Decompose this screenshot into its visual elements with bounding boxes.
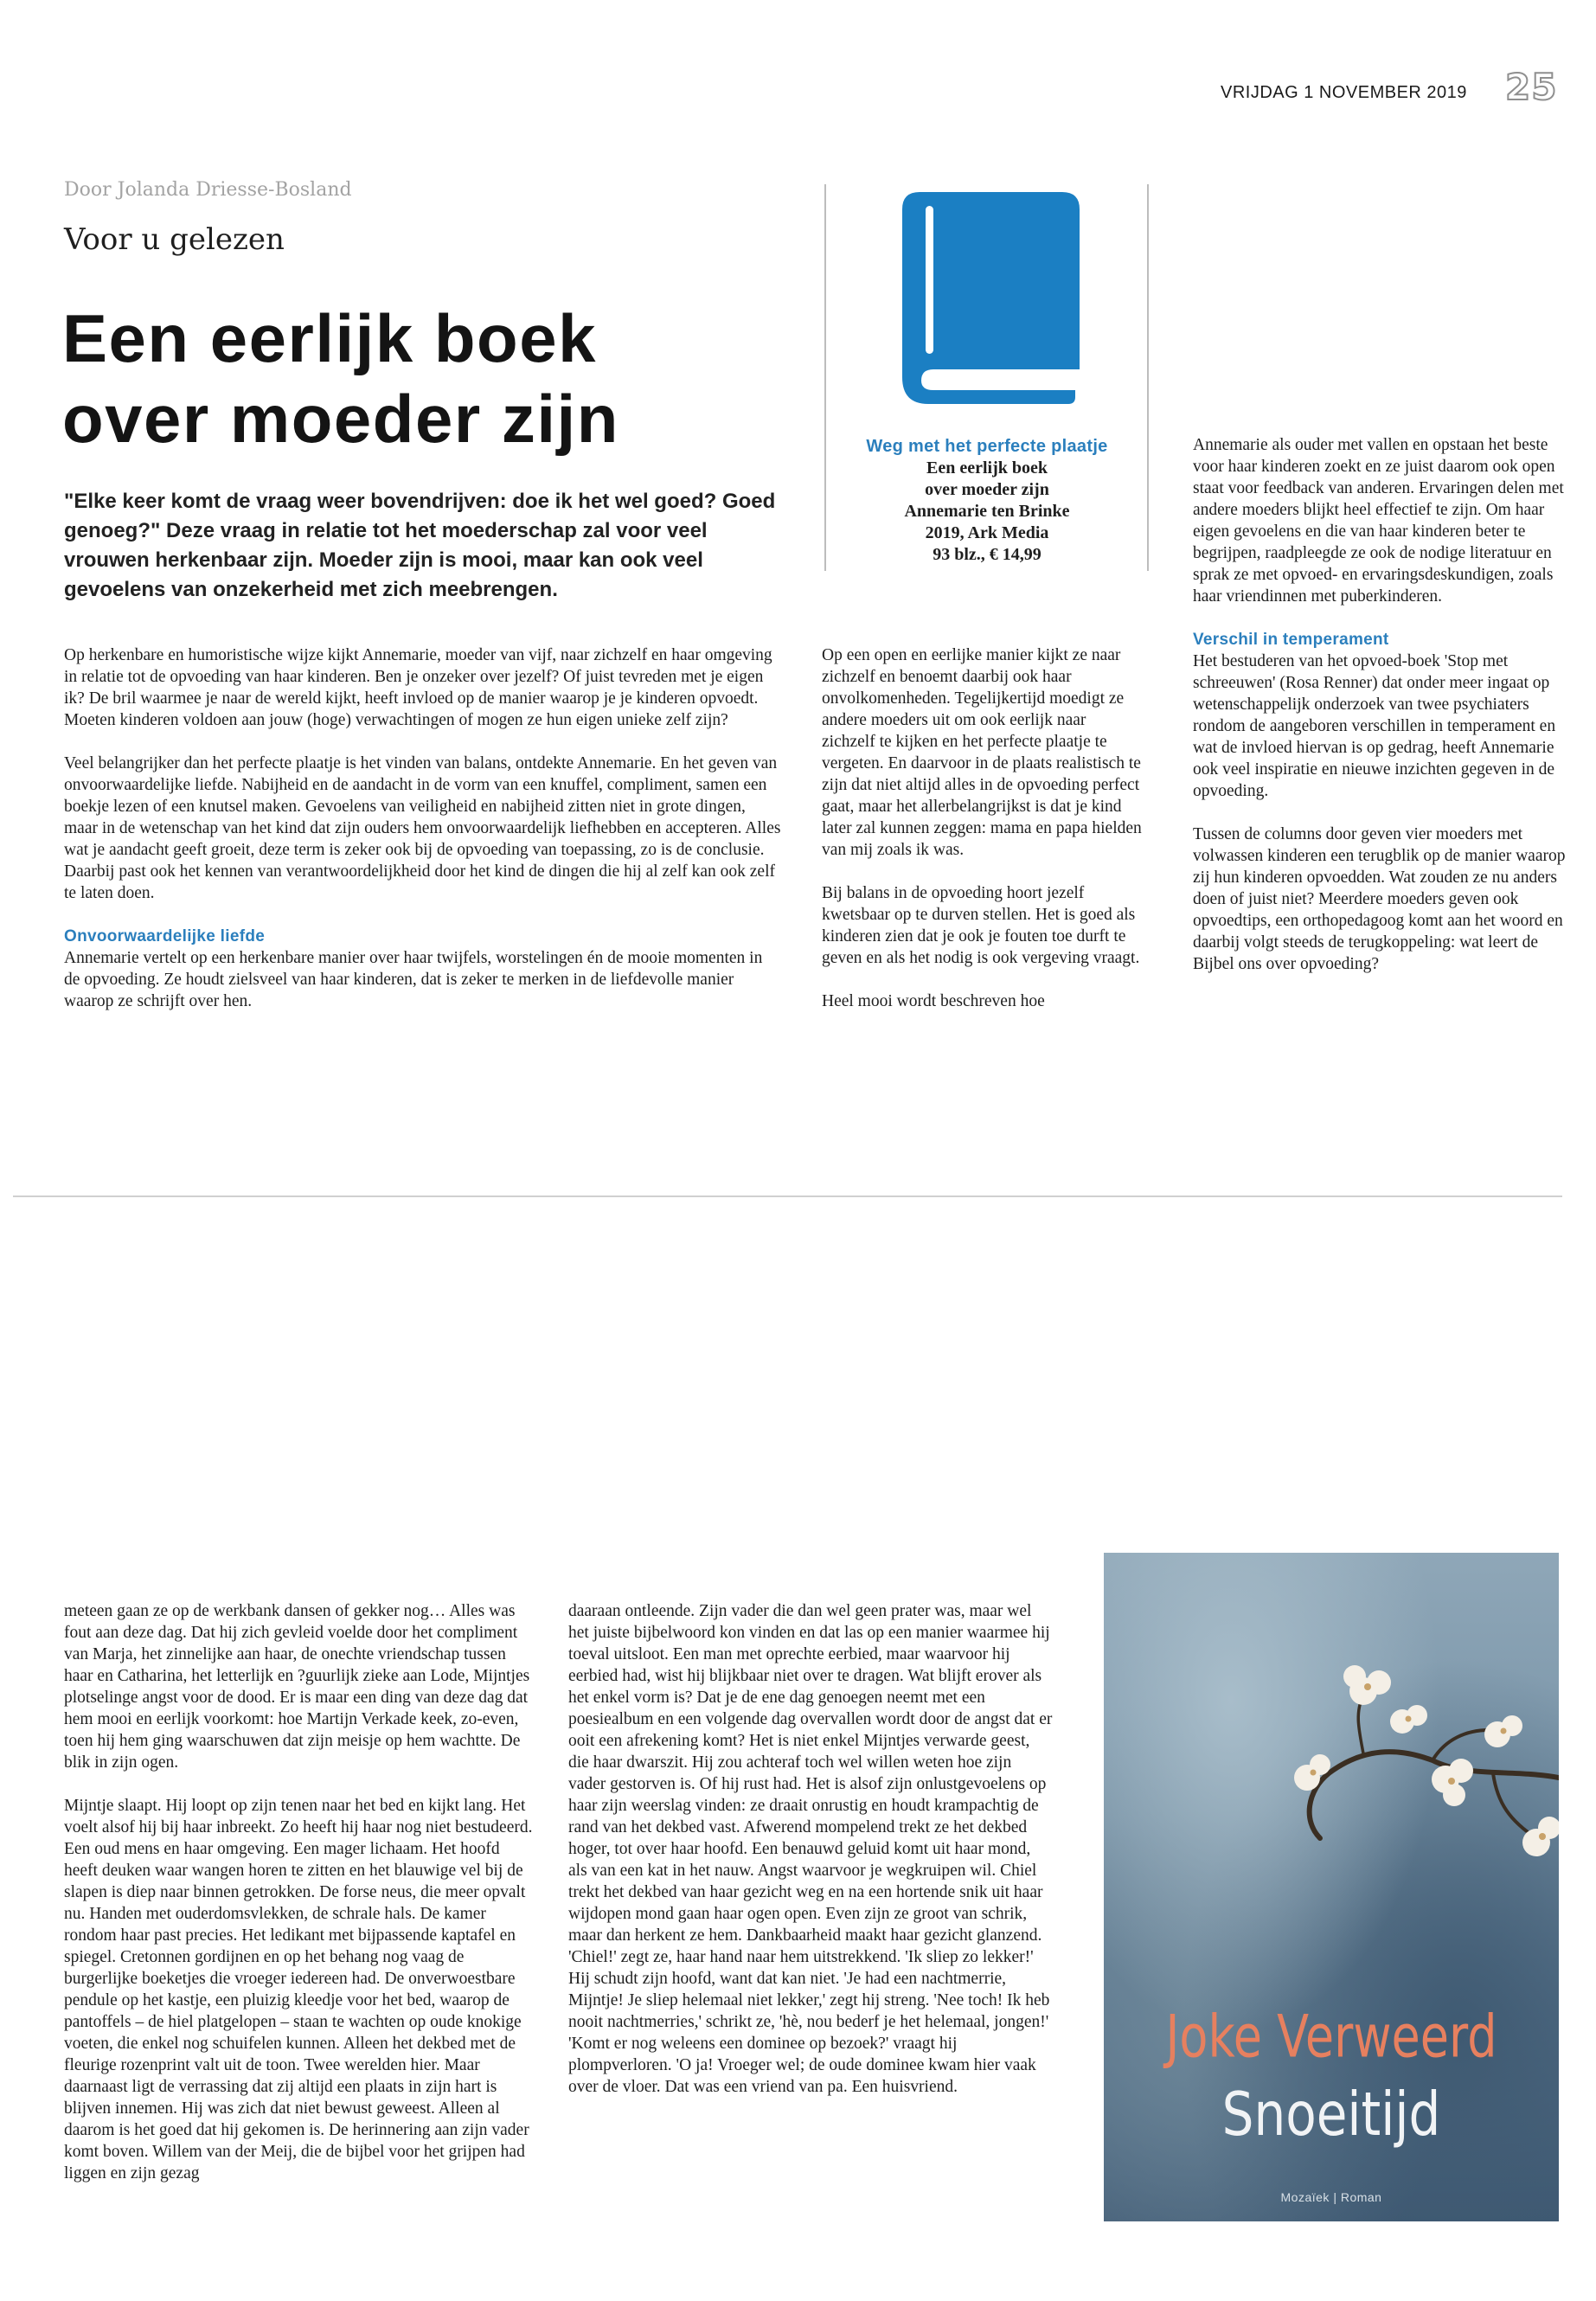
book-info [829,436,1145,566]
section-block [1193,629,1569,802]
book-year-publisher: 2019, Ark Media [925,523,1049,542]
cover-author: Joke Verweerd [1165,2003,1497,2071]
intro-paragraph: "Elke keer komt de vraag weer bovendrijven: doe ik het wel goed? Goed genoeg?" Deze vraag in relatie tot het moederschap zal voor veel vrouwen herkenbaar zijn. Moeder zijn is mooi, maar kan ook veel gevoelens van onzekerheid met zich meebrengen. [64,490,776,601]
paragraph: Mijntje slaapt. Hij loopt op zijn tenen naar het bed en kijkt lang. Het voelt alsof hij bij haar inbreekt. Zo heeft hij haar nog niet bestudeerd. Een oud mens en haar omgeving. Een mager lichaam. Het hoofd heeft deuken waar wangen horen te zitten en het blauwige vel bij de slapen is diep naar binnen getrokken. De forse neus, die meer opvalt nu. Handen met ouderdomsvlekken, de schrale hals. De kamer rondom haar past precies. Het ledikant met bijpassende kaptafel en spiegel. Cretonnen gordijnen en op het behang nog vaag de burgerlijke boeketjes die vroeger iedereen had. De onverwoestbare pendule op het kastje, een pluizig kleedje voor het bed, waarop de pantoffels – de hiel platgelopen – staan te wachten op oude knokige voeten, die enkel nog schuifelen kunnen. Alleen het dekbed met de fleurige rozenprint valt uit de toon. Twee werelden hier. Maar daarnaast ligt de verrassing dat zij altijd een plaats in zijn hart is blijven innemen. Hij was zich dat niet bewust geweest. Alleen al daarom is het goed dat hij gekomen is. De herinnering aan zijn vader komt boven. Willem van der Meij, die de bijbel voor het grijpen had liggen en zijn gezag [64,1797,533,2182]
book-cover [1104,1553,1559,2221]
paragraph: Op een open en eerlijke manier kijkt ze naar zichzelf en benoemt daarbij ook haar onvolkomenheden. Tegelijkertijd moedigt ze andere moeders uit om ook eerlijk naar zichzelf te kijken en het perfecte plaatje te vergeten. En daarvoor in de plaats realistisch te zijn dat niet altijd alles in de opvoeding perfect gaat, maar het allerbelangrijkst is dat je kind later zal kunnen zeggen: mama en papa hielden van mij zoals ik was. [822,646,1142,859]
headline [62,298,806,459]
cover-title: Snoeitijd [1221,2079,1441,2150]
article-column-2 [822,644,1142,1012]
cover-publisher: Mozaïek | Roman [1280,2190,1382,2204]
subheading: Onvoorwaardelijke liefde [64,927,266,945]
book-author: Annemarie ten Brinke [904,502,1070,521]
column-divider [1147,184,1149,571]
book-info-label: Weg met het perfecte plaatje [866,437,1108,456]
paragraph: Het bestuderen van het opvoed-boek 'Stop met schreeuwen' (Rosa Renner) dat onder meer ingaat op wetenschappelijk onderzoek van twee psychiaters rondom de aangeboren verschillen in temperament en wat de invloed hiervan is op gedrag, heeft Annemarie ook veel inspiratie en nieuwe inzichten gegeven in de opvoeding. [1193,652,1556,800]
section-block [64,926,782,1012]
paragraph: Heel mooi wordt beschreven hoe [822,992,1045,1010]
paragraph: meteen gaan ze op de werkbank dansen of gekker nog… Alles was fout aan deze dag. Dat hij zich gevleid voelde door het compliment van Marja, het zinnelijke aan haar, de onechte vriendschap tussen haar en Catharina, het letterlijk en ?guurlijk zieke aan Lode, Mijntjes plotselinge angst voor de dood. Er is maar een ding van deze dag dat hem mooi en eerlijk voorkomt: hoe Martijn Verkade keek, zo-even, toen hij hem ging waarschuwen dat zijn meisje op hem wachtte. De blik in zijn ogen. [64,1602,530,1772]
paragraph: Annemarie vertelt op een herkenbare manier over haar twijfels, worstelingen én de mooie momenten in de opvoeding. Ze houdt zielsveel van haar kinderen, dat is zeker te merken in de liefdevolle manier waarop ze schrijft over hen. [64,949,763,1010]
excerpt-column-2 [568,1600,1053,2098]
paragraph: Bij balans in de opvoeding hoort jezelf kwetsbaar op te durven stellen. Het is goed als kinderen zien dat je ook je fouten toe durft te geven en als het nodig is ook vergeving vraagt. [822,884,1140,967]
paragraph: Veel belangrijker dan het perfecte plaatje is het vinden van balans, ontdekte Annemarie. En het geven van onvoorwaardelijke liefde. Nabijheid en de aandacht in de vorm van een knuffel, compliment, samen een boekje lezen of een knutsel maken. Gevoelens van veiligheid en nabijheid zitten niet in grote dingen, maar in de wetenschap van het kind dat zijn ouders hem onvoorwaardelijk liefhebben en accepteren. Alles wat je aandacht geeft groeit, deze term is zeker ook bij de opvoeding van toepassing, zo is de conclusie. Daarbij past ook het kennen van verantwoordelijkheid door het kind de dingen die hij al zelf kan ook zelf te laten doen. [64,754,781,902]
article-column-3 [1193,434,1569,975]
excerpt-column-1 [64,1600,535,2184]
headline-line-2: over moeder zijn [62,381,619,457]
rubric: Voor u gelezen [64,222,285,257]
paragraph: Annemarie als ouder met vallen en opstaan het beste voor haar kinderen zoekt en ze juist daarom ook open staat voor feedback van anderen. Ervaringen delen met andere moeders blijkt heel effectief te zijn. Om haar eigen gevoelens en die van haar kinderen beter te begrijpen, raadpleegde ze ook de nodige literatuur en sprak ze met opvoed- en ervaringsdeskundigen, zoals haar vriendinnen met puberkinderen. [1193,436,1564,606]
paragraph: daaraan ontleende. Zijn vader die dan wel geen prater was, maar wel het juiste bijbelwoord kon vinden en dat las op een manier waarmee hij toeval uitsloot. Een man met oprechte eerbied, maar waarvoor hij eerbied had, wist hij blijkbaar niet over te dragen. Wat blijft erover als het enkel vorm is? Dat je de ene dag genoegen neemt met een poesiealbum en een volgende dag overvallen wordt door de angst dat er ooit een afrekening komt? Het is niet enkel Mijntjes verwarde geest, die haar dwarszit. Hij zou achteraf toch wel willen weten hoe zijn vader gestorven is. Of hij rust had. Het is alsof zijn onlustgevoelens op haar zijn weerslag vinden: ze draait onrustig en houdt krampachtig de rand van het dekbed vast. Afwerend mompelend trekt ze het dekbed hoger, tot over haar hoofd. Een benauwd geluid komt uit haar mond, als van een kat in het nauw. Angst waarvoor je wegkruipen wil. Chiel trekt het dekbed van haar gezicht weg en na een hortende snik uit haar wijdopen mond gaan haar ogen open. Even zijn ze groot van schrik, maar dan herkent ze hem. Dankbaarheid maakt haar gezicht glanzend. 'Chiel!' zegt ze, haar hand naar hem uitstrekkend. 'Ik sliep zo lekker!' Hij schudt zijn hoofd, want dat kan niet. 'Je had een nachtmerrie, Mijntje! Je sliep helemaal niet lekker,' zegt hij streng. 'Nee toch! Ik heb nooit nachtmerries,' schrikt ze, 'hè, nou bederf je het helemaal, jongen!' 'Komt er nog weleens een dominee op bezoek?' vraagt hij plompverloren. 'O ja! Vroeger wel; de oude dominee kwam hier vaak over de vloer. Dat was een vriend van pa. Een huisvriend. [568,1602,1053,2096]
section-divider [13,1195,1562,1197]
page-number: 25 [1505,66,1558,108]
subheading: Verschil in temperament [1193,631,1389,649]
book-pages-price: 93 blz., € 14,99 [933,545,1042,564]
headline-line-1: Een eerlijk boek [62,300,597,376]
paragraph: Tussen de columns door geven vier moeders met volwassen kinderen een terugblik op de manier waarop zij hun kinderen opvoedden. Wat zouden ze nu anders doen of juist niet? Meerdere moeders geven ook opvoedtips, een orthopedagoog komt aan het woord en daarbij volgt steeds de terugkoppeling: wat leert de Bijbel ons over opvoeding? [1193,825,1566,973]
issue-date: VRIJDAG 1 NOVEMBER 2019 [1221,83,1467,102]
book-title-line-2: over moeder zijn [925,480,1049,499]
article-column-1 [64,644,782,1012]
byline: Door Jolanda Driesse-Bosland [64,179,352,201]
book-title-line-1: Een eerlijk boek [926,458,1048,478]
paragraph: Op herkenbare en humoristische wijze kijkt Annemarie, moeder van vijf, naar zichzelf en haar omgeving in relatie tot de opvoeding van haar kinderen. Ben je onzeker over jezelf? Of juist tevreden met je eigen ik? De bril waarmee je naar de wereld kijkt, heeft invloed op de manier waarop je je kinderen opvoedt. Moeten kinderen voldoen aan jouw (hoge) verwachtingen of mogen ze hun eigen unieke zelf zijn? [64,646,772,729]
column-divider [824,184,826,571]
book-icon [902,192,1080,404]
